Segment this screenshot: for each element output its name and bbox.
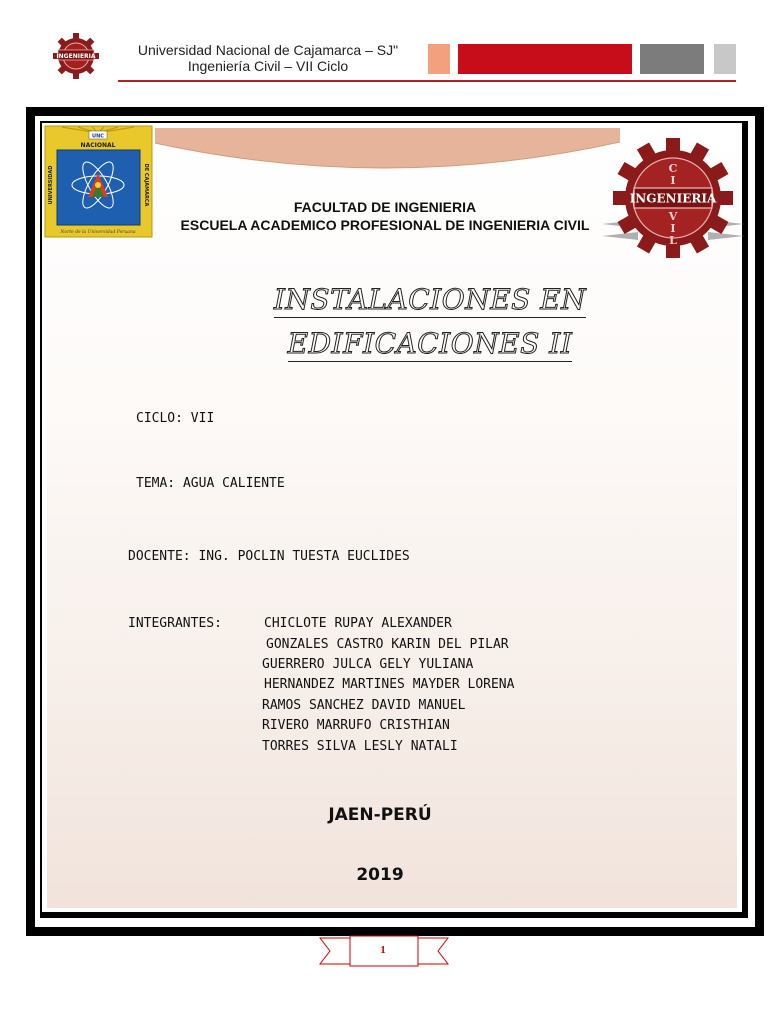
member-name: CHICLOTE RUPAY ALEXANDER: [264, 616, 452, 631]
member-name: RIVERO MARRUFO CRISTHIAN: [262, 718, 450, 733]
course-title-line-1: INSTALACIONES EN: [273, 283, 587, 316]
header-bar-light-gray: [714, 44, 736, 74]
member-name: GONZALES CASTRO KARIN DEL PILAR: [266, 637, 509, 652]
header-bar-peach: [428, 44, 450, 74]
member-name: HERNANDEZ MARTINES MAYDER LORENA: [264, 677, 515, 692]
svg-text:V: V: [668, 210, 678, 223]
member-name: TORRES SILVA LESLY NATALI: [262, 739, 458, 754]
svg-text:NACIONAL: NACIONAL: [80, 142, 116, 149]
svg-text:UNC: UNC: [92, 133, 104, 140]
course-title-line-2: EDIFICACIONES II: [287, 327, 573, 360]
header-university-name: Universidad Nacional de Cajamarca – SJ": [137, 42, 399, 58]
svg-text:INGENIERIA: INGENIERIA: [56, 53, 96, 60]
header-bar-gray: [640, 44, 704, 74]
svg-text:Norte de la Universidad Peruan: Norte de la Universidad Peruana: [60, 230, 136, 235]
svg-text:INGENIERIA: INGENIERIA: [629, 191, 717, 206]
cycle-field: CICLO: VII: [136, 411, 215, 426]
members-label: INTEGRANTES:: [128, 616, 222, 631]
page-number: 1: [380, 944, 386, 956]
school-name: ESCUELA ACADEMICO PROFESIONAL DE INGENIERIA CIVIL: [180, 217, 590, 233]
svg-text:I: I: [670, 174, 676, 187]
instructor-field: DOCENTE: ING. POCLIN TUESTA EUCLIDES: [128, 549, 410, 564]
decorative-ribbon: [150, 128, 620, 182]
header-bar-red: [458, 44, 632, 74]
member-name: GUERRERO JULCA GELY YULIANA: [262, 657, 474, 672]
svg-text:C: C: [668, 162, 678, 175]
svg-text:I: I: [670, 222, 676, 235]
header-course-name: Ingeniería Civil – VII Ciclo: [187, 58, 349, 74]
header-divider: [118, 80, 736, 82]
svg-text:L: L: [669, 234, 677, 247]
civil-engineering-logo: [598, 136, 748, 262]
topic-field: TEMA: AGUA CALIENTE: [136, 476, 285, 491]
svg-text:DE CAJAMARCA: DE CAJAMARCA: [143, 163, 149, 207]
place: JAEN-PERÚ: [328, 805, 432, 825]
svg-text:. . . . .: . . . . .: [70, 74, 82, 79]
year: 2019: [356, 865, 404, 885]
engineering-gear-logo-small: [48, 32, 104, 80]
svg-text:UNIVERSIDAD: UNIVERSIDAD: [48, 165, 54, 205]
faculty-name: FACULTAD DE INGENIERIA: [293, 199, 477, 215]
member-name: RAMOS SANCHEZ DAVID MANUEL: [262, 698, 466, 713]
